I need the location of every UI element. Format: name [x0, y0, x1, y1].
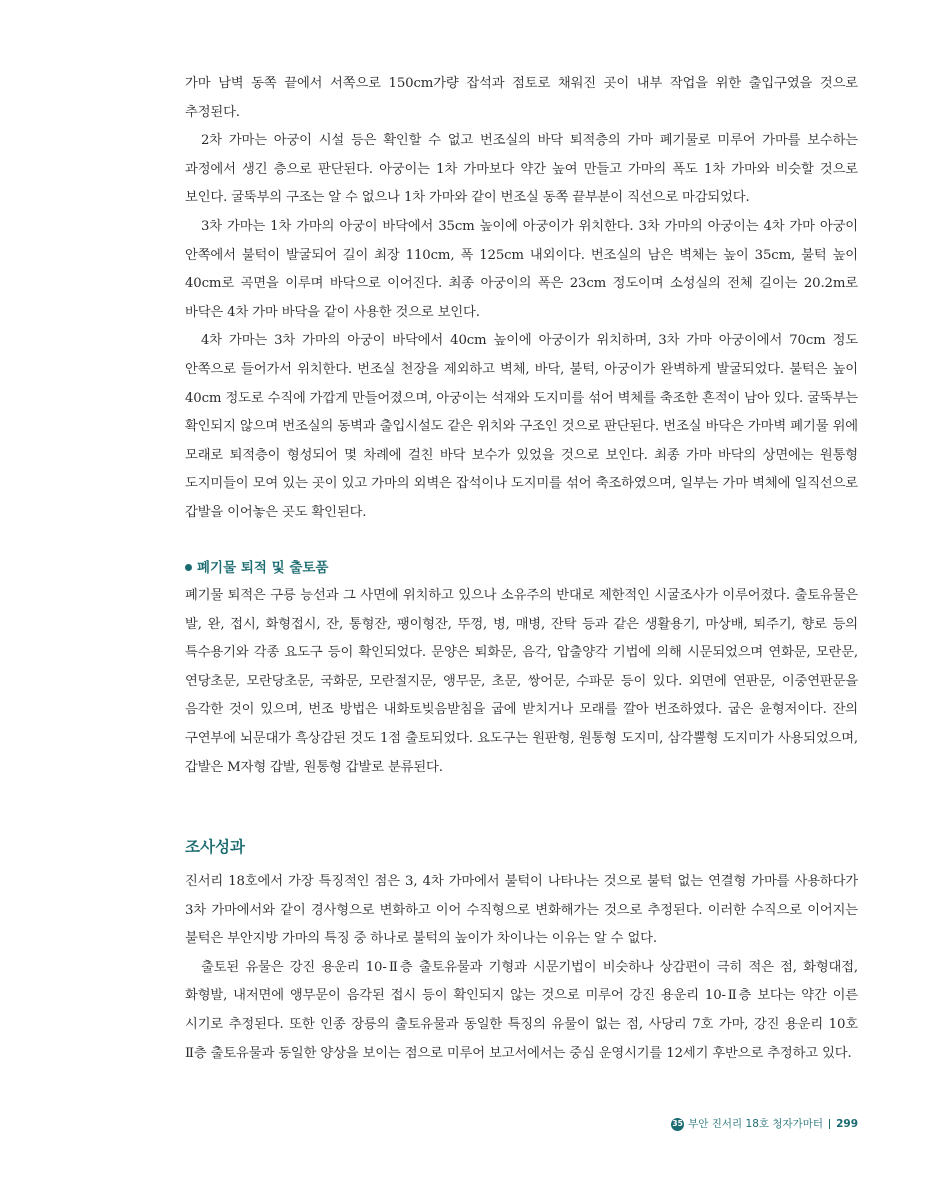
- paragraph-findings-2: 출토된 유물은 강진 용운리 10-Ⅱ층 출토유물과 기형과 시문기법이 비슷하나 상감편이 극히 적은 점, 화형대접, 화형발, 내저면에 앵무문이 음각된 접시 등이 확인되지 않는 것으로 미루어 강진 용운리 10-Ⅱ층 보다는 약간 이른 시기로 추정된다. 또한 인종 장릉의 출토유물과 동일한 특징의 유물이 없는 점, 사당리 7호 가마, 강진 용운리 10호 Ⅱ층 출토유물과 동일한 양상을 보이는 점으로 미루어 보고서에서는 중심 운영시기를 12세기 후반으로 추정하고 있다.: [185, 959, 858, 1061]
- bullet-icon: [185, 564, 192, 571]
- section-title: 조사성과: [185, 838, 245, 856]
- paragraph-waste-deposit: 폐기물 퇴적은 구릉 능선과 그 사면에 위치하고 있으나 소유주의 반대로 제한적인 시굴조사가 이루어졌다. 출토유물은 발, 완, 접시, 화형접시, 잔, 통형잔, 팽이형잔, 뚜껑, 병, 매병, 잔탁 등과 같은 생활용기, 마상배, 퇴주기, 향로 등의 특수용기와 각종 요도구 등이 확인되었다. 문양은 퇴화문, 음각, 압출양각 기법에 의해 시문되었으며 연화문, 모란문, 연당초문, 모란당초문, 국화문, 모란절지문, 앵무문, 초문, 쌍어문, 수파문 등이 있다. 외면에 연판문, 이중연판문을 음각한 것이 있으며, 번조 방법은 내화토빚음받침을 굽에 받치거나 모래를 깔아 번조하였다. 굽은 윤형저이다. 잔의 구연부에 뇌문대가 흑상감된 것도 1점 출토되었다. 요도구는 원판형, 원통형 도지미, 삼각뿔형 도지미가 사용되었으며, 갑발은 M자형 갑발, 원통형 갑발로 분류된다.: [185, 588, 858, 775]
- paragraph-kiln-4: 4차 가마는 3차 가마의 아궁이 바닥에서 40cm 높이에 아궁이가 위치하며, 3차 가마 아궁이에서 70cm 정도 안쪽으로 들어가서 위치한다. 번조실 천장을 제외하고 벽체, 바닥, 불턱, 아궁이가 완벽하게 발굴되었다. 불턱은 높이 40cm 정도로 수직에 가깝게 만들어졌으며, 아궁이는 석재와 도지미를 섞어 벽체를 축조한 흔적이 남아 있다. 굴뚝부는 확인되지 않으며 번조실의 동벽과 출입시설도 같은 위치와 구조인 것으로 판단된다. 번조실 바닥은 가마벽 폐기물 위에 모래로 퇴적층이 형성되어 몇 차례에 걸친 바닥 보수가 있었을 것으로 보인다. 최종 가마 바닥의 상면에는 원통형 도지미들이 모여 있는 곳이 있고 가마의 외벽은 잡석이나 도지미를 섞어 축조하였으며, 일부는 가마 벽체에 일직선으로 갑발을 이어놓은 곳도 확인된다.: [185, 333, 858, 520]
- page-footer: [671, 1114, 858, 1134]
- footer-title: 부안 진서리 18호 청자가마터: [688, 1118, 824, 1130]
- paragraph-kiln-3: 3차 가마는 1차 가마의 아궁이 바닥에서 35cm 높이에 아궁이가 위치한다. 3차 가마의 아궁이는 4차 가마 아궁이 안쪽에서 불턱이 발굴되어 길이 최장 110cm, 폭 125cm 내외이다. 번조실의 남은 벽체는 높이 35cm, 불턱 높이 40cm로 곡면을 이루며 바닥으로 이어진다. 최종 아궁이의 폭은 23cm 정도이며 소성실의 전체 길이는 20.2m로 바닥은 4차 가마 바닥을 같이 사용한 것으로 보인다.: [185, 218, 858, 320]
- subsection-heading: [185, 556, 328, 580]
- paragraph-kiln-2: 2차 가마는 아궁이 시설 등은 확인할 수 없고 번조실의 바닥 퇴적층의 가마 폐기물로 미루어 가마를 보수하는 과정에서 생긴 층으로 판단된다. 아궁이는 1차 가마보다 약간 높여 만들고 가마의 폭도 1차 가마와 비슷할 것으로 보인다. 굴뚝부의 구조는 알 수 없으나 1차 가마와 같이 번조실 동쪽 끝부분이 직선으로 마감되었다.: [185, 133, 858, 206]
- document-page: [185, 0, 858, 1191]
- section-body: [185, 868, 858, 1068]
- page-number: 299: [836, 1118, 858, 1130]
- paragraph-findings-1: 진서리 18호에서 가장 특징적인 점은 3, 4차 가마에서 불턱이 나타나는 것으로 불턱 없는 연결형 가마를 사용하다가 3차 가마에서와 같이 경사형으로 변화하고 이어 수직형으로 변화해가는 것으로 추정된다. 이러한 수직으로 이어지는 불턱은 부안지방 가마의 특징 중 하나로 불턱의 높이가 차이나는 이유는 알 수 없다.: [185, 874, 858, 947]
- paragraph-entrance: 가마 남벽 동쪽 끝에서 서쪽으로 150cm가량 잡석과 점토로 채워진 곳이 내부 작업을 위한 출입구였을 것으로 추정된다.: [185, 76, 858, 120]
- subsection-title: 폐기물 퇴적 및 출토품: [197, 560, 329, 576]
- body-text-top: [185, 70, 858, 528]
- subsection-body: [185, 582, 858, 782]
- chapter-number-badge: 35: [671, 1118, 684, 1131]
- footer-divider: [829, 1119, 830, 1129]
